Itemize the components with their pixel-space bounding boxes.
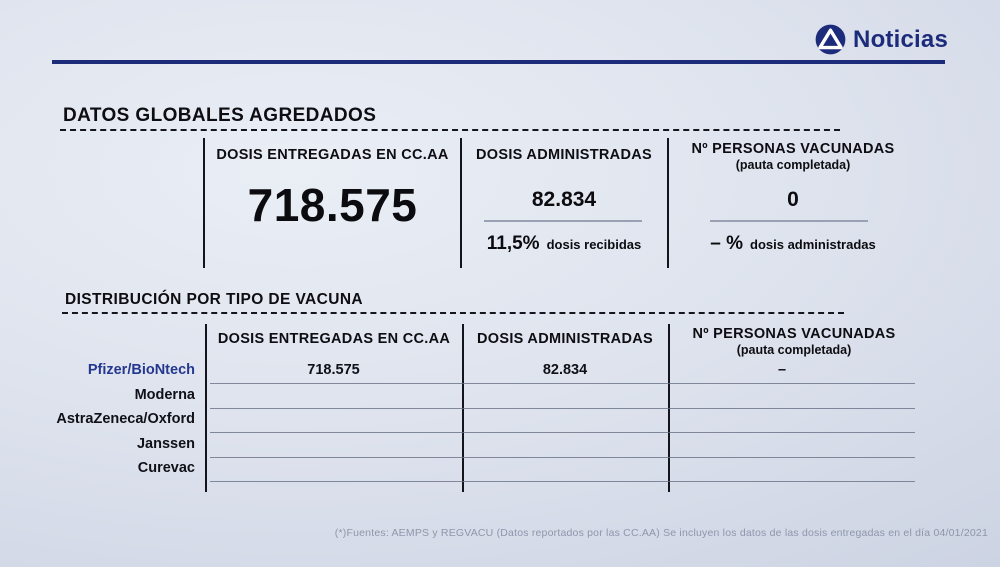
cell-entregadas: 718.575 <box>307 362 360 378</box>
table-row <box>0 387 1000 412</box>
stat-header-vacunadas: Nº PERSONAS VACUNADAS <box>691 141 895 157</box>
percentage-label: dosis administradas <box>750 237 876 252</box>
stat-percentage-vacunadas <box>669 233 917 255</box>
stat-underline <box>484 220 642 222</box>
section-title-distribution: DISTRIBUCIÓN POR TIPO DE VACUNA <box>65 291 364 308</box>
row-underline <box>210 408 915 409</box>
antena3-icon <box>815 24 846 55</box>
stat-value-vacunadas: 0 <box>787 188 799 211</box>
stat-percentage-administradas <box>462 233 666 255</box>
table-row <box>0 411 1000 436</box>
table-header-vacunadas: Nº PERSONAS VACUNADAS <box>692 326 896 342</box>
vaccine-label-astrazeneca: AstraZeneca/Oxford <box>56 411 195 427</box>
table-row <box>0 460 1000 485</box>
percentage-value: – % <box>710 233 744 254</box>
table-subheader-vacunadas: (pauta completada) <box>736 343 852 357</box>
vaccine-label-curevac: Curevac <box>137 460 195 476</box>
stat-subheader-vacunadas: (pauta completada) <box>735 158 851 172</box>
section-title-global: DATOS GLOBALES AGREDADOS <box>63 105 377 126</box>
percentage-label: dosis recibidas <box>546 237 642 252</box>
dashed-divider <box>62 312 844 314</box>
table-row <box>0 436 1000 461</box>
stat-value-administradas: 82.834 <box>531 188 597 211</box>
percentage-value: 11,5% <box>486 233 540 254</box>
header-divider <box>52 60 945 64</box>
cell-vacunadas: – <box>777 362 787 378</box>
stat-underline <box>710 220 868 222</box>
stat-value-entregadas: 718.575 <box>247 179 418 231</box>
channel-logo-text: Noticias <box>853 25 948 53</box>
vaccine-label-pfizer: Pfizer/BioNtech <box>87 362 195 378</box>
channel-logo <box>815 24 948 55</box>
stat-header-entregadas: DOSIS ENTREGADAS EN CC.AA <box>216 147 449 163</box>
vaccine-label-moderna: Moderna <box>134 386 195 403</box>
table-header-entregadas: DOSIS ENTREGADAS EN CC.AA <box>217 331 451 347</box>
dashed-divider <box>60 129 840 131</box>
cell-administradas: 82.834 <box>542 362 588 378</box>
source-note: (*)Fuentes: AEMPS y REGVACU (Datos reportados por las CC.AA) Se incluyen los datos de las dosis entregadas en el día 04/01/2021 <box>334 527 988 539</box>
row-underline <box>210 432 915 433</box>
column-divider <box>203 138 205 268</box>
vaccine-label-janssen: Janssen <box>136 435 195 452</box>
stat-header-administradas: DOSIS ADMINISTRADAS <box>476 147 652 163</box>
table-row <box>0 362 1000 387</box>
row-underline <box>210 481 915 482</box>
table-header-administradas: DOSIS ADMINISTRADAS <box>477 331 653 347</box>
row-underline <box>210 457 915 458</box>
row-underline <box>210 383 915 384</box>
